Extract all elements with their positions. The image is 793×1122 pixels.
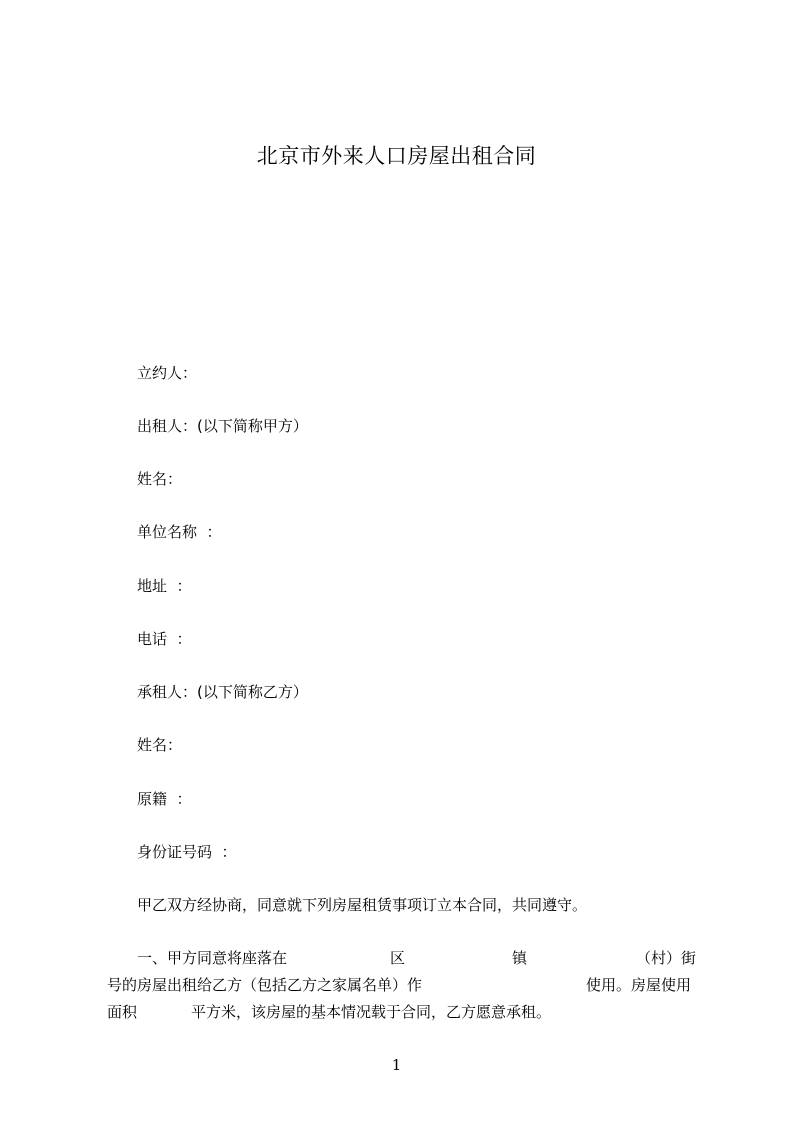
clause-1-line-1-part-3: 镇 (512, 949, 528, 967)
clause-1-line-1-part-2: 区 (390, 949, 406, 967)
field-lessee: 承租人：(以下简称乙方） (137, 683, 308, 701)
clause-1-line-2-part-1: 号的房屋出租给乙方（包括乙方之家属名单）作 (107, 976, 423, 994)
field-lessor-address: 地址 ： (137, 577, 192, 595)
clause-1-line-3-part-2: 平方米，该房屋的基本情况载于合同，乙方愿意承租。 (191, 1003, 552, 1021)
field-lessee-name: 姓名： (137, 736, 183, 754)
field-lessor-phone: 电话 ： (137, 630, 192, 648)
agreement-sentence: 甲乙双方经协商，同意就下列房屋租赁事项订立本合同，共同遵守。 (137, 896, 588, 914)
field-lessee-id: 身份证号码 ： (137, 843, 237, 861)
clause-1-line-2-part-2: 使用。房屋使用 (586, 976, 692, 994)
field-lessor-name: 姓名： (137, 470, 183, 488)
field-party-label: 立约人： (137, 364, 198, 382)
page-number: 1 (391, 1056, 402, 1074)
clause-1-line-3-part-1: 面积 (107, 1003, 138, 1021)
clause-1-line-1-part-1: 一、甲方同意将座落在 (137, 949, 288, 967)
page-title: 北京市外来人口房屋出租合同 (256, 144, 537, 168)
field-lessor-unit: 单位名称 ： (137, 523, 222, 541)
clause-1-line-1-part-4: （村）街 (636, 949, 697, 967)
field-lessee-origin: 原籍 ： (137, 790, 192, 808)
field-lessor: 出租人：(以下简称甲方） (137, 417, 308, 435)
